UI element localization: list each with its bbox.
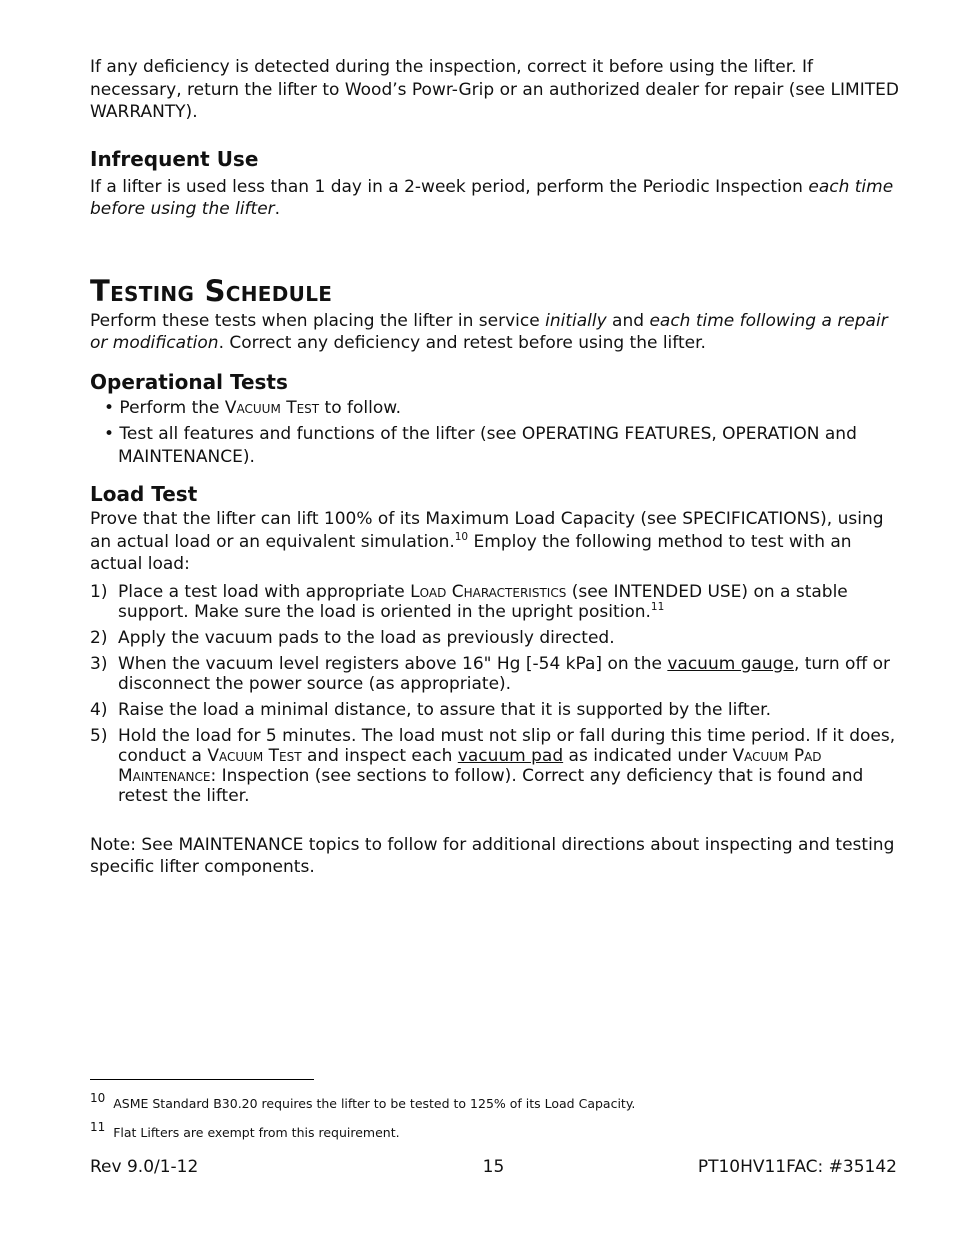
step-1-text-a: Place a test load with appropriate (118, 581, 411, 602)
footnote-ref-10[interactable]: 10 (454, 530, 469, 543)
step-1-term: Load Characteristics (410, 581, 567, 602)
testing-emphasis-1: initially (545, 310, 607, 331)
step-text: Apply the vacuum pads to the load as previously directed. (118, 627, 615, 648)
footnote-number: 11 (90, 1120, 106, 1134)
footnote-text: ASME Standard B30.20 requires the lifter to be tested to 125% of its Load Capacity. (113, 1096, 636, 1111)
footer-revision: Rev 9.0/1-12 (90, 1157, 199, 1177)
list-item (90, 726, 905, 806)
step-5-term-2: Vacuum Pad Maintenance (118, 745, 822, 786)
footnote-text: Flat Lifters are exempt from this requirement. (113, 1125, 400, 1140)
infrequent-text-2: . (274, 199, 281, 219)
step-text: Raise the load a minimal distance, to assure that it is supported by the lifter. (118, 699, 772, 720)
step-number: 1) (90, 581, 108, 602)
bullet-1-prefix: • Perform the (104, 397, 225, 418)
step-number: 2) (90, 627, 108, 648)
footnote-10 (90, 1091, 636, 1112)
load-text-1: Prove that the lifter can lift 100% of its Maximum Load Capacity (see SPECIFICATIONS), using an actual load or an equivalent simulation. (90, 509, 884, 552)
list-item (90, 628, 905, 648)
bullet-1-suffix: to follow. (319, 397, 401, 418)
footnote-11 (90, 1120, 400, 1141)
step-5-text-d: : Inspection (see sections to follow). Correct any deficiency that is found and retest the lifter. (118, 765, 864, 806)
list-item (90, 654, 905, 694)
heading-operational-tests: Operational Tests (90, 369, 288, 394)
page-body (90, 56, 905, 879)
step-3-text-b: , turn off or disconnect the power source (as appropriate). (118, 653, 890, 694)
footnote-separator (90, 1079, 314, 1080)
step-number: 5) (90, 725, 108, 746)
vacuum-pad-link[interactable]: vacuum pad (457, 745, 564, 766)
page-footer (90, 1157, 897, 1179)
list-item (90, 700, 905, 720)
footnote-number: 10 (90, 1091, 106, 1105)
step-text (118, 582, 905, 622)
operational-tests-list (90, 397, 905, 469)
list-item (90, 397, 905, 420)
list-item: • Test all features and functions of the lifter (see OPERATING FEATURES, OPERATION and MAINTENANCE). (104, 424, 857, 467)
infrequent-emphasis: each time before using the lifter (90, 176, 894, 219)
testing-text-3: . Correct any deficiency and retest before using the lifter. (218, 333, 706, 353)
step-text (118, 654, 905, 694)
testing-schedule-paragraph (90, 310, 905, 355)
load-test-steps (90, 582, 905, 806)
footer-document-id: PT10HV11FAC: #35142 (697, 1157, 897, 1177)
step-number: 4) (90, 699, 108, 720)
note-paragraph: Note: See MAINTENANCE topics to follow for additional directions about inspecting and testing specific lifter components. (90, 834, 895, 877)
footnote-ref-11[interactable]: 11 (650, 600, 665, 613)
bullet-1-term: Vacuum Test (224, 397, 320, 418)
step-3-text-a: When the vacuum level registers above 16" Hg [-54 kPa] on the (118, 653, 668, 674)
intro-paragraph: If any deficiency is detected during the inspection, correct it before using the lifter. If necessary, return the lifter to Wood’s Powr-Grip or an authorized dealer for repair (see LIMITED WARRANTY). (90, 57, 899, 122)
heading-load-test: Load Test (90, 482, 198, 506)
step-5-text-a: Hold the load for 5 minutes. The load must not slip or fall during this time period. If it does, conduct a (118, 725, 896, 766)
step-text (118, 726, 905, 806)
vacuum-gauge-link[interactable]: vacuum gauge (667, 653, 794, 674)
list-item (90, 582, 905, 622)
step-5-text-c: as indicated under (563, 745, 733, 766)
step-number: 3) (90, 653, 108, 674)
heading-infrequent-use: Infrequent Use (90, 146, 259, 171)
footer-page-number: 15 (482, 1157, 505, 1177)
step-5-text-b: and inspect each (301, 745, 458, 766)
testing-text-1: Perform these tests when placing the lifter in service (90, 310, 546, 331)
infrequent-use-paragraph (90, 176, 905, 221)
testing-emphasis-2: each time following a repair or modification (90, 310, 888, 353)
step-5-term-1: Vacuum Test (207, 745, 302, 766)
step-1-text-b: (see INTENDED USE) on a stable support. Make sure the load is oriented in the upright position. (118, 581, 848, 622)
load-text-2: Employ the following method to test with an actual load: (90, 531, 852, 574)
testing-text-2: and (606, 310, 650, 331)
infrequent-text-1: If a lifter is used less than 1 day in a 2-week period, perform the Periodic Inspection (90, 176, 809, 197)
load-test-paragraph (90, 508, 905, 576)
heading-testing-schedule: Testing Schedule (90, 273, 333, 308)
